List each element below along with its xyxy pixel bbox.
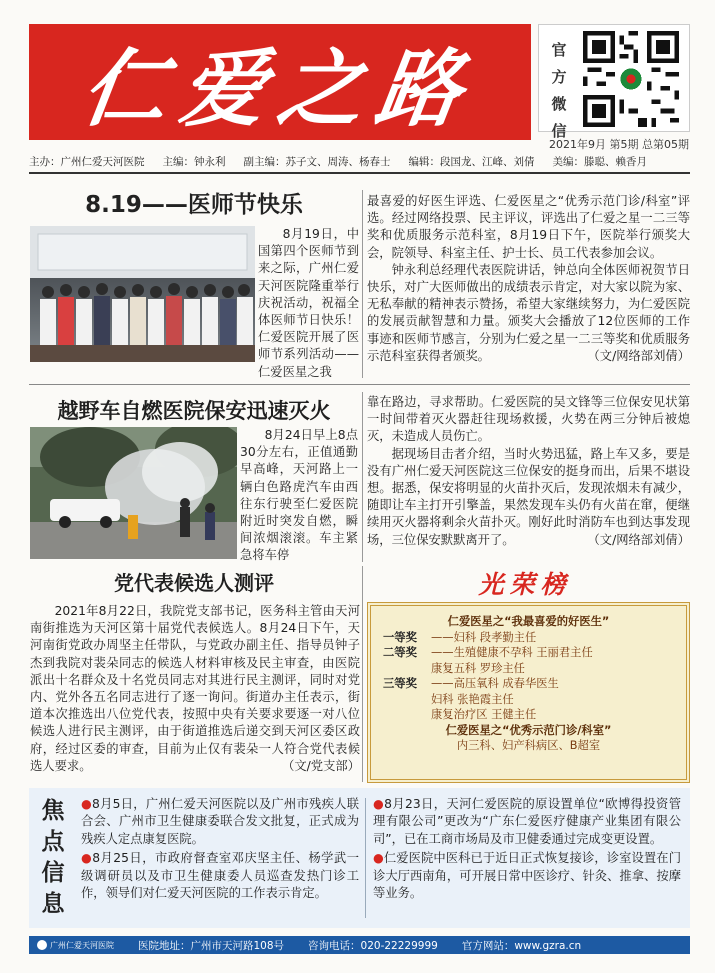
news-column-divider [365,798,366,918]
honor-first-winner: ——妇科 段孝勤主任 [431,630,537,644]
honor-third-prize [383,676,674,692]
honor-section-1-title: 仁爱医星之“我最喜爱的好医生” [447,615,610,628]
honor-second-winner-2: 康复五科 罗珍主任 [431,661,525,675]
doctors-day-photo [30,226,255,362]
honor-third-winner-2: 妇科 张艳霞主任 [431,692,514,706]
article-party-rep-byline: （文/党支部） [282,758,360,773]
credit-art-editors: 美编：滕聪、赖香月 [552,156,647,168]
honor-third-label: 三等奖 [383,677,417,690]
column-divider-3 [362,566,363,782]
car-fire-illustration [30,427,237,559]
article-party-rep-title: 党代表候选人测评 [114,571,274,595]
credit-editor-in-chief: 主编：钟永利 [162,156,226,168]
credits-bar [29,154,690,169]
section-divider-1 [29,384,690,385]
news-item: ●8月23日，天河仁爱医院的原设置单位“欧博得投资管理有限公司”更改为“广东仁爱医疗健康产业集团有限公司”，已在工商市场局及市卫健委通过完成变更设置。 [373,797,682,846]
footer-bar [29,936,690,954]
focus-news-left-column [81,796,359,904]
honor-second-prize [383,645,674,661]
article-car-fire-para-1: 8月24日早上8点30分左右，正值通勤早高峰，天河路上一辆白色路虎汽车由西往东行驶至仁爱医院附近时突发自燃，瞬间浓烟滚滚。车主紧急将车停 [240,428,358,563]
honor-first-prize [383,630,674,646]
article-car-fire-body-left [240,427,358,565]
article-doctors-day-byline: （文/网络部刘倩） [587,348,690,363]
article-car-fire-byline: （文/网络部刘倩） [587,532,690,547]
group-photo-illustration [30,226,255,362]
footer-phone[interactable]: 咨询电话：020-22229999 [308,939,438,952]
honor-third-winner-1: ——高压氧科 成春华医生 [431,677,559,690]
masthead-title: 仁爱之路 [76,38,483,138]
honor-roll-box [367,602,690,783]
article-doctors-day-para-1: 8月19日，中国第四个医师节到来之际，广州仁爱天河医院隆重举行庆祝活动，祝福全体医师节日快乐！仁爱医院开展了医师节系列活动——仁爱医星之我 [258,227,359,379]
news-item: ●仁爱医院中医科已于近日正式恢复接诊，诊室设置在门诊大厅西南角，可开展日常中医诊疗、针灸、推拿、按摩等业务。 [373,851,681,901]
news-item: ●8月25日，市政府督查室邓庆坚主任、杨学武一级调研员以及市卫生健康委人员巡查发热门诊工作，领导们对仁爱天河医院的工作表示肯定。 [81,851,359,901]
article-party-rep-para: 2021年8月22日，我院党支部书记，医务科主管由天河南街推选为天河区第十届党代表候选人。8月24日下午，天河南街党政办周坚主任带队，与党政办副主任、指导员钟子杰到我院对裴朵同志的候选人材料审核及民主审查，由医院派出十名群众及十名党员同志对其进行民主测评，同时对党内、党外各五名同志进行了逐一询问。街道办主任表示，街道本次推选出八位党代表，按照中央有关要求要逐一对八位候选人进行民主测评，由于街道推选后递交到天河区委区政府，经过区委的审查，目前为止仅有裴朵一人符合党代表候选人要求。 （文/党支部） [30,603,360,775]
credit-editors: 编辑：段国龙、江峰、刘倩 [408,156,535,168]
article-doctors-day-body-left [258,226,359,381]
credit-sponsor: 主办：广州仁爱天河医院 [29,156,145,168]
focus-news-box [29,788,690,928]
article-car-fire-para-3: 据现场目击者介绍，当时火势迅猛，路上车又多，要是没有广州仁爱天河医院这三位保安的挺身而出，后果不堪设想。据悉，保安将明显的火苗扑灭后，发现浓烟未有减少，随即让车主打开引擎盖，果然发现车头仍有火苗在窜，便继续用灭火器将剩余火苗扑灭。刚好此时消防车也到达事发现场，三位保安默默离开了。 （文/网络部刘倩） [367,446,690,549]
footer-logo [37,940,114,951]
footer-website[interactable]: 官方网站：www.gzra.cn [461,939,582,952]
honor-third-winner-3: 康复治疗区 王健主任 [431,708,537,721]
hospital-logo-icon [37,940,47,950]
article-party-rep-body [30,603,360,775]
qr-code-icon[interactable] [583,31,679,127]
article-car-fire-para-2: 靠在路边，寻求帮助。仁爱医院的吴文锋等三位保安见状第一时间带着灭火器赶往现场救援，火势在两三分钟后被熄灭，未造成人员伤亡。 [367,395,690,444]
footer-logo-text: 广州仁爱天河医院 [50,940,114,950]
credit-deputy-editors: 副主编：苏子文、周涛、杨春士 [243,156,391,168]
article-doctors-day-title: 8.19——医师节快乐 [85,192,303,218]
footer-address: 医院地址：广州市天河路108号 [138,939,285,952]
focus-news-label: 焦点信息 [41,798,65,917]
wechat-box [538,24,690,140]
header-divider [29,172,690,174]
honor-section-2-winners: 内三科、妇产科病区、B超室 [456,739,601,752]
honor-second-winner-1: ——生殖健康不孕科 王丽君主任 [431,646,593,659]
article-doctors-day-body-right [367,193,690,365]
car-fire-photo [30,427,237,559]
column-divider-2 [362,392,363,562]
article-doctors-day-para-3: 钟永利总经理代表医院讲话，钟总向全体医师祝贺节日快乐，对广大医师做出的成绩表示肯定，对大家以院为家、无私奉献的精神表示赞扬，希望大家继续努力，为仁爱医院的发展贡献智慧和力量。颁奖大会播放了12位医师的工作事迹和医师节感言，分别为仁爱之星一二三等奖和优质服务示范科室获得者颁奖。 （文/网络部刘倩） [367,262,690,365]
masthead-banner [29,24,531,140]
honor-first-label: 一等奖 [383,630,417,644]
issue-info: 2021年9月 第5期 总第05期 [549,138,689,151]
honor-section-2-title: 仁爱医星之“优秀示范门诊/科室” [445,723,612,737]
honor-roll-title: 光荣榜 [478,570,572,599]
article-doctors-day-para-2: 最喜爱的好医生评选、仁爱医星之“优秀示范门诊/科室”评选。经过网络投票、民主评议，评选出了仁爱之星一二三等奖和优质服务示范科室，8月19日下午，医院举行颁奖大会，院领导、科室主任、护士长、员工代表参加会议。 [367,194,690,260]
bullet-dot-icon: ● [373,797,385,811]
wechat-label: 官方微信 [551,41,567,140]
article-car-fire-title: 越野车自燃医院保安迅速灭火 [57,399,331,423]
news-item: ●8月5日，广州仁爱天河医院以及广州市残疾人联合会、广州市卫生健康委联合发文批复，正式成为残疾人定点康复医院。 [81,797,359,846]
bullet-dot-icon: ● [81,851,93,866]
focus-news-right-column [373,796,681,904]
honor-second-label: 二等奖 [383,646,417,659]
column-divider-1 [362,190,363,378]
bullet-dot-icon: ● [81,797,92,811]
bullet-dot-icon: ● [373,851,384,866]
article-car-fire-body-right [367,394,690,549]
